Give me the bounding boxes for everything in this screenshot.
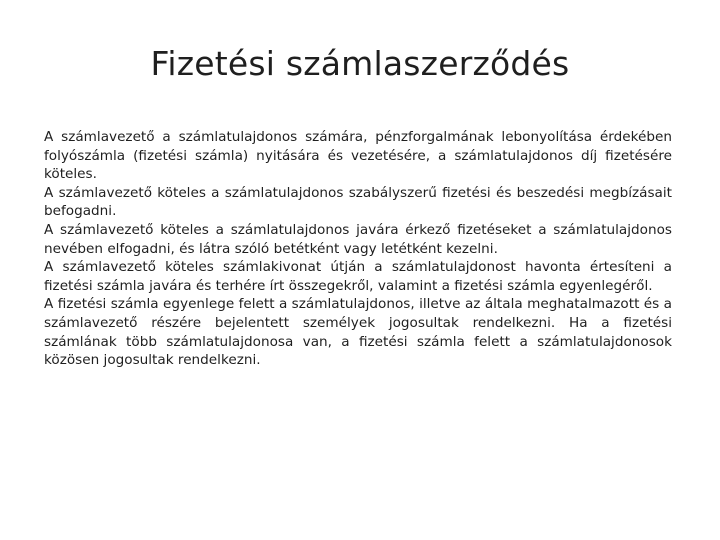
- paragraph-incoming-payments: A számlavezető köteles a számlatulajdonos javára érkező fizetéseket a számlatulajdonos nevében elfogadni, és látra szóló betétként vagy letétként kezelni.: [44, 221, 672, 257]
- slide-body: [44, 128, 672, 370]
- paragraph-payment-orders: A számlavezető köteles a számlatulajdonos szabályszerű fizetési és beszedési megbízásait befogadni.: [44, 184, 672, 220]
- slide-title: Fizetési számlaszerződés: [150, 44, 570, 83]
- paragraph-account-statement: A számlavezető köteles számlakivonat útján a számlatulajdonost havonta értesíteni a fizetési számla javára és terhére írt összegekről, valamint a fizetési számla egyenlegéről.: [44, 259, 672, 294]
- paragraph-account-opening: A számlavezető a számlatulajdonos számára, pénzforgalmának lebonyolítása érdekében folyószámla (fizetési számla) nyitására és vezetésére, a számlatulajdonos díj fizetésére köteles.: [44, 129, 672, 183]
- paragraph-disposal-rights: A fizetési számla egyenlege felett a számlatulajdonos, illetve az általa meghatalmazott és a számlavezető részére bejelentett személyek jogosultak rendelkezni. Ha a fizetési számlának több számlatulajdonosa van, a fizetési számla felett a számlatulajdonosok közösen jogosultak rendelkezni.: [44, 296, 672, 369]
